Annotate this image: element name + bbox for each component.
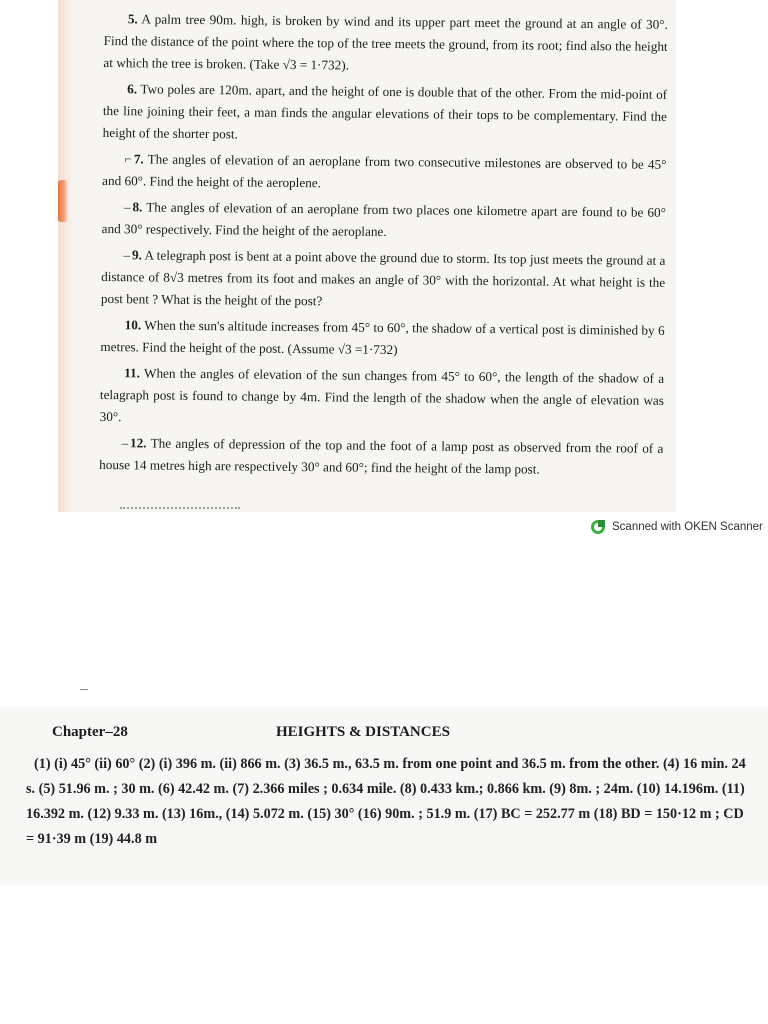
scanner-watermark-text: Scanned with OKEN Scanner <box>612 521 763 533</box>
problem-text: When the angles of elevation of the sun changes from 45° to 60°, the length of the shadow of a telagraph post is found to change by 4m. Find the length of the shadow when the angle of elevation was 30°. <box>99 365 665 425</box>
problem-text: The angles of depression of the top and the foot of a lamp post as observed from the roof of a house 14 metres high are respectively 30° and 60°; find the height of the lamp post. <box>99 435 664 477</box>
problem-5 <box>103 8 668 80</box>
page-edge-mark <box>58 180 68 222</box>
chapter-title: HEIGHTS & DISTANCES <box>276 724 450 740</box>
answer-text: (1) (i) 45° (ii) 60° (2) (i) 396 m. (ii) 866 m. (3) 36.5 m., 63.5 m. from one point and 36.5 m. from the other. (4) 16 min. 24 s. (5) 51.96 m. ; 30 m. (6) 42.42 m. (7) 2.366 miles ; 0.634 mile. (8) 0.433 km.; 0.866 km. (9) 8m. ; 24m. (10) 14.196m. (11) 16.392 m. (12) 9.33 m. (13) 16m., (14) 5.072 m. (15) 30° (16) 90m. ; 51.9 m. (17) BC = 252.77 m (18) BD = 150·12 m ; CD = 91·39 m (19) 44.8 m <box>26 756 746 847</box>
oken-logo-icon <box>590 519 606 535</box>
problem-text: The angles of elevation of an aeroplane from two places one kilometre apart are found to be 60° and 30° respectively. Find the height of the aeroplane. <box>101 199 666 239</box>
problem-text: A telegraph post is bent at a point above the ground due to storm. Its top just meets the ground at a distance of 8√3 metres from its foot and makes an angle of 30° with the horizontal. At what height is the post bent ? What is the height of the post? <box>100 247 666 309</box>
problem-9 <box>101 244 666 316</box>
problem-text: A palm tree 90m. high, is broken by wind and its upper part meet the ground at an angle of 30°. Find the distance of the point where the top of the tree meets the ground, from its root; find also the height at which the tree is broken. (Take √3 = 1·732). <box>103 11 668 73</box>
problem-number: 11. <box>124 365 141 381</box>
problem-6 <box>103 78 668 150</box>
problem-mark: – <box>123 247 131 263</box>
page-edge-tint <box>58 0 74 512</box>
problem-number: 9. <box>131 247 142 263</box>
answer-key-section <box>0 707 768 885</box>
problem-mark: – <box>123 199 131 215</box>
problem-11 <box>100 362 665 434</box>
problem-number: 10. <box>124 317 142 333</box>
problem-list <box>99 8 668 486</box>
problem-text: Two poles are 120m. apart, and the height of one is double that of the other. From the mid-point of the line joining their feet, a man finds the angular elevations of their tops to be complementary. Find the height of the shorter post. <box>102 81 668 142</box>
problem-12 <box>99 432 663 482</box>
answer-header <box>0 724 768 746</box>
problem-7 <box>102 148 666 198</box>
stray-mark <box>80 689 88 690</box>
problem-mark: – <box>121 435 129 451</box>
problem-number: 12. <box>129 435 147 451</box>
cut-off-text-line <box>120 507 240 513</box>
problem-number: 5. <box>127 11 138 27</box>
problem-10 <box>100 314 664 364</box>
scanned-textbook-page <box>58 0 676 512</box>
problem-number: 7. <box>133 151 144 167</box>
problem-number: 6. <box>127 81 138 97</box>
problem-number: 8. <box>132 199 143 215</box>
problem-text: When the sun's altitude increases from 45° to 60°, the shadow of a vertical post is diminished by 6 metres. Find the height of the post. (Assume √3 =1·732) <box>100 317 665 358</box>
problem-mark: ⌐ <box>124 151 132 167</box>
problem-text: The angles of elevation of an aeroplane from two consecutive milestones are observed to be 45° and 60°. Find the height of the aeroplene. <box>102 151 667 191</box>
problem-8 <box>102 196 666 246</box>
scanner-watermark <box>590 518 763 536</box>
chapter-label: Chapter–28 <box>52 724 128 740</box>
